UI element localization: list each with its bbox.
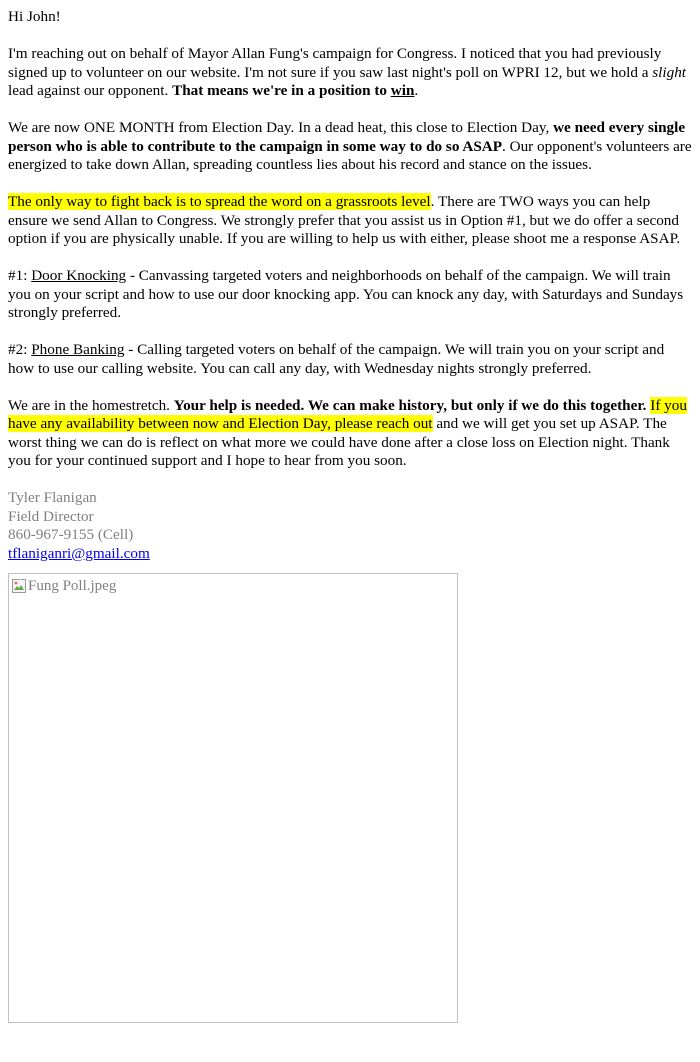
signature-title: Field Director — [8, 507, 94, 525]
intro-text-1: I'm reaching out on behalf of Mayor Allan Fung's campaign for Congress. I noticed that you had previously signed up to volunteer on our website. I'm not sure if you saw last night's poll on WPRI 12, but we hold a — [8, 45, 662, 81]
homestretch-text-1: We are in the homestretch. — [8, 396, 174, 414]
poll-image-placeholder[interactable] — [8, 573, 458, 1023]
paragraph-homestretch — [8, 397, 692, 471]
grassroots-text: . There are TWO ways you can help ensure we send Allan to Congress. We strongly prefer that you assist us in Option #1, but we do offer a second option if you are physically unable. If you are willing to help us with either, please shoot me a response ASAP. — [8, 193, 681, 247]
urgency-bold: we need every single person who is able to contribute to the campaign in some way to do so ASAP — [8, 119, 686, 155]
broken-image-alt: Fung Poll.jpeg — [28, 578, 117, 594]
homestretch-bold: Your help is needed. We can make history, but only if we do this together. — [173, 396, 647, 414]
urgency-text-1: We are now ONE MONTH from Election Day. In a dead heat, this close to Election Day, — [8, 119, 554, 136]
option-1-text: - Canvassing targeted voters and neighborhoods on behalf of the campaign. We will train you on your script and how to use our door knocking app. You can knock any day, with Saturdays and Sundays strongly preferred. — [8, 267, 684, 321]
signature-name: Tyler Flanigan — [8, 489, 97, 506]
urgency-text-2: . Our opponent's volunteers are energized to take down Allan, spreading countless lies about his record and stance on the issues. — [8, 137, 692, 173]
homestretch-text-3: and we will get you set up ASAP. The worst thing we can do is reflect on what more we could have done after a close loss on Election night. Thank you for your continued support and I hope to hear from you soon. — [8, 415, 670, 469]
paragraph-option-1 — [8, 267, 692, 323]
grassroots-highlight: The only way to fight back is to spread the word on a grassroots level — [8, 193, 431, 210]
option-1-number: #1 — [8, 267, 24, 284]
homestretch-highlight: If you have any availability between now and Election Day, please reach out — [8, 396, 687, 432]
intro-bold-underline: win — [390, 82, 415, 99]
intro-text-3: . — [414, 82, 419, 99]
intro-text-2: lead against our opponent. — [8, 82, 173, 99]
paragraph-grassroots — [8, 193, 692, 249]
signature-phone: 860-967-9155 (Cell) — [8, 526, 134, 543]
option-2-number: #2 — [8, 341, 24, 358]
paragraph-urgency — [8, 119, 692, 175]
intro-bold-text: That means we're in a position to — [172, 82, 391, 99]
intro-bold — [172, 82, 414, 99]
broken-image — [11, 577, 116, 596]
greeting: Hi John! — [8, 8, 61, 25]
option-2-colon: : — [23, 341, 32, 358]
broken-image-icon — [11, 578, 27, 594]
signature-email-link[interactable]: tflaniganri@gmail.com — [8, 544, 150, 562]
signature-block — [8, 489, 692, 563]
paragraph-intro — [8, 45, 692, 101]
intro-italic: slight — [652, 63, 687, 81]
option-1-colon: : — [23, 267, 32, 284]
option-2-title: Phone Banking — [31, 341, 125, 358]
option-1-title: Door Knocking — [31, 267, 127, 284]
option-2-text: - Calling targeted voters on behalf of the campaign. We will train you on your script and how to use our calling website. You can call any day, with Wednesday nights strongly preferred. — [8, 341, 665, 377]
paragraph-option-2 — [8, 341, 692, 378]
